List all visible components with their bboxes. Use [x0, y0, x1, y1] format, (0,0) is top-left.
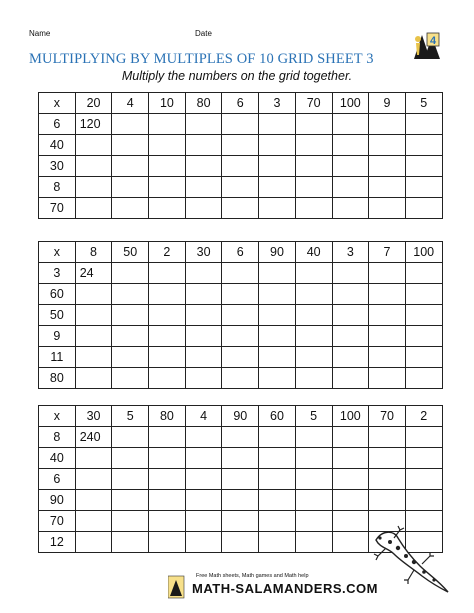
row-multiplier: 8 — [39, 177, 76, 198]
answer-cell[interactable] — [405, 135, 442, 156]
page-title: MULTIPLYING BY MULTIPLES OF 10 GRID SHEET 3 — [29, 51, 374, 67]
answer-cell[interactable] — [149, 532, 186, 553]
answer-cell[interactable] — [369, 469, 406, 490]
answer-cell[interactable] — [259, 198, 296, 219]
name-label: Name — [29, 29, 51, 38]
answer-cell[interactable] — [369, 347, 406, 368]
answer-cell[interactable] — [369, 490, 406, 511]
column-multiplier: 80 — [185, 93, 222, 114]
answer-cell[interactable] — [222, 532, 259, 553]
column-multiplier: 90 — [259, 242, 296, 263]
answer-cell[interactable] — [259, 284, 296, 305]
column-multiplier: 70 — [369, 406, 406, 427]
column-multiplier: 20 — [75, 93, 112, 114]
answer-cell[interactable] — [149, 490, 186, 511]
answer-cell[interactable] — [112, 469, 149, 490]
column-multiplier: 30 — [185, 242, 222, 263]
column-multiplier: 100 — [332, 406, 369, 427]
column-multiplier: 80 — [149, 406, 186, 427]
answer-cell[interactable] — [295, 135, 332, 156]
answer-cell[interactable] — [405, 263, 442, 284]
answer-cell[interactable] — [112, 156, 149, 177]
answer-cell[interactable] — [405, 469, 442, 490]
grid-row — [39, 114, 443, 135]
answer-cell[interactable] — [259, 177, 296, 198]
answer-cell[interactable] — [332, 469, 369, 490]
answer-cell[interactable] — [405, 490, 442, 511]
answer-cell[interactable] — [369, 156, 406, 177]
example-answer-cell[interactable]: 24 — [75, 263, 112, 284]
answer-cell[interactable] — [369, 284, 406, 305]
answer-cell[interactable] — [369, 448, 406, 469]
answer-cell[interactable] — [222, 305, 259, 326]
answer-cell[interactable] — [75, 177, 112, 198]
answer-cell[interactable] — [222, 347, 259, 368]
grid-row — [39, 284, 443, 305]
answer-cell[interactable] — [185, 347, 222, 368]
answer-cell[interactable] — [112, 198, 149, 219]
answer-cell[interactable] — [369, 135, 406, 156]
answer-cell[interactable] — [405, 177, 442, 198]
answer-cell[interactable] — [369, 114, 406, 135]
answer-cell[interactable] — [295, 532, 332, 553]
column-multiplier: 5 — [112, 406, 149, 427]
footer-tagline: Free Math sheets, Math games and Math help — [196, 573, 309, 579]
answer-cell[interactable] — [185, 368, 222, 389]
answer-cell[interactable] — [75, 532, 112, 553]
answer-cell[interactable] — [185, 427, 222, 448]
row-multiplier: 6 — [39, 469, 76, 490]
answer-cell[interactable] — [112, 326, 149, 347]
answer-cell[interactable] — [405, 284, 442, 305]
answer-cell[interactable] — [185, 114, 222, 135]
column-multiplier: 2 — [149, 242, 186, 263]
answer-cell[interactable] — [149, 114, 186, 135]
answer-cell[interactable] — [222, 490, 259, 511]
column-multiplier: 100 — [405, 242, 442, 263]
answer-cell[interactable] — [405, 156, 442, 177]
answer-cell[interactable] — [222, 135, 259, 156]
example-answer-cell[interactable]: 120 — [75, 114, 112, 135]
column-multiplier: 40 — [295, 242, 332, 263]
answer-cell[interactable] — [332, 305, 369, 326]
answer-cell[interactable] — [259, 156, 296, 177]
answer-cell[interactable] — [332, 347, 369, 368]
answer-cell[interactable] — [75, 156, 112, 177]
row-multiplier: 40 — [39, 448, 76, 469]
answer-cell[interactable] — [259, 490, 296, 511]
answer-cell[interactable] — [185, 263, 222, 284]
grid-row — [39, 198, 443, 219]
answer-cell[interactable] — [112, 114, 149, 135]
answer-cell[interactable] — [259, 305, 296, 326]
answer-cell[interactable] — [259, 326, 296, 347]
row-multiplier: 80 — [39, 368, 76, 389]
answer-cell[interactable] — [112, 448, 149, 469]
answer-cell[interactable] — [295, 427, 332, 448]
column-multiplier: 50 — [112, 242, 149, 263]
answer-cell[interactable] — [185, 284, 222, 305]
answer-cell[interactable] — [222, 198, 259, 219]
answer-cell[interactable] — [405, 114, 442, 135]
answer-cell[interactable] — [259, 114, 296, 135]
answer-cell[interactable] — [295, 511, 332, 532]
column-multiplier: 3 — [332, 242, 369, 263]
answer-cell[interactable] — [332, 448, 369, 469]
answer-cell[interactable] — [149, 448, 186, 469]
footer-site: MATH-SALAMANDERS.COM — [192, 581, 378, 596]
answer-cell[interactable] — [295, 347, 332, 368]
answer-cell[interactable] — [332, 427, 369, 448]
answer-cell[interactable] — [185, 135, 222, 156]
answer-cell[interactable] — [332, 532, 369, 553]
column-multiplier: 9 — [369, 93, 406, 114]
multiplication-grid-1 — [38, 92, 443, 219]
answer-cell[interactable] — [295, 326, 332, 347]
column-multiplier: 6 — [222, 93, 259, 114]
answer-cell[interactable] — [369, 263, 406, 284]
column-multiplier: 4 — [112, 93, 149, 114]
grid-header-row — [39, 242, 443, 263]
answer-cell[interactable] — [222, 427, 259, 448]
row-multiplier: 8 — [39, 427, 76, 448]
answer-cell[interactable] — [149, 326, 186, 347]
example-answer-cell[interactable]: 240 — [75, 427, 112, 448]
answer-cell[interactable] — [259, 135, 296, 156]
grid-row — [39, 490, 443, 511]
instructions: Multiply the numbers on the grid together. — [121, 69, 353, 83]
row-multiplier: 60 — [39, 284, 76, 305]
answer-cell[interactable] — [332, 326, 369, 347]
answer-cell[interactable] — [295, 177, 332, 198]
answer-cell[interactable] — [149, 284, 186, 305]
answer-cell[interactable] — [75, 305, 112, 326]
grid-row — [39, 177, 443, 198]
answer-cell[interactable] — [75, 198, 112, 219]
grid-header-row — [39, 93, 443, 114]
answer-cell[interactable] — [295, 156, 332, 177]
column-multiplier: 7 — [369, 242, 406, 263]
answer-cell[interactable] — [405, 198, 442, 219]
answer-cell[interactable] — [369, 177, 406, 198]
answer-cell[interactable] — [112, 427, 149, 448]
answer-cell[interactable] — [112, 135, 149, 156]
row-multiplier: 70 — [39, 511, 76, 532]
grid-corner-x: x — [39, 242, 76, 263]
grid-row — [39, 326, 443, 347]
answer-cell[interactable] — [332, 511, 369, 532]
answer-cell[interactable] — [75, 368, 112, 389]
answer-cell[interactable] — [405, 326, 442, 347]
answer-cell[interactable] — [295, 198, 332, 219]
answer-cell[interactable] — [185, 156, 222, 177]
answer-cell[interactable] — [222, 156, 259, 177]
grid-row — [39, 469, 443, 490]
answer-cell[interactable] — [332, 263, 369, 284]
answer-cell[interactable] — [405, 368, 442, 389]
answer-cell[interactable] — [185, 448, 222, 469]
salamander-icon — [368, 522, 454, 600]
answer-cell[interactable] — [185, 469, 222, 490]
answer-cell[interactable] — [222, 511, 259, 532]
answer-cell[interactable] — [185, 511, 222, 532]
answer-cell[interactable] — [332, 156, 369, 177]
answer-cell[interactable] — [149, 177, 186, 198]
row-multiplier: 12 — [39, 532, 76, 553]
answer-cell[interactable] — [112, 511, 149, 532]
grid-row — [39, 305, 443, 326]
column-multiplier: 90 — [222, 406, 259, 427]
answer-cell[interactable] — [75, 469, 112, 490]
answer-cell[interactable] — [149, 427, 186, 448]
answer-cell[interactable] — [259, 368, 296, 389]
answer-cell[interactable] — [222, 114, 259, 135]
answer-cell[interactable] — [405, 347, 442, 368]
row-multiplier: 90 — [39, 490, 76, 511]
answer-cell[interactable] — [112, 263, 149, 284]
answer-cell[interactable] — [405, 427, 442, 448]
answer-cell[interactable] — [149, 305, 186, 326]
column-multiplier: 2 — [405, 406, 442, 427]
column-multiplier: 4 — [185, 406, 222, 427]
answer-cell[interactable] — [185, 305, 222, 326]
grid-corner-x: x — [39, 406, 76, 427]
answer-cell[interactable] — [222, 448, 259, 469]
grid-row — [39, 263, 443, 284]
answer-cell[interactable] — [149, 198, 186, 219]
answer-cell[interactable] — [149, 511, 186, 532]
answer-cell[interactable] — [222, 284, 259, 305]
answer-cell[interactable] — [222, 326, 259, 347]
answer-cell[interactable] — [222, 263, 259, 284]
column-multiplier: 6 — [222, 242, 259, 263]
answer-cell[interactable] — [259, 427, 296, 448]
grid-row — [39, 135, 443, 156]
answer-cell[interactable] — [332, 198, 369, 219]
answer-cell[interactable] — [149, 135, 186, 156]
answer-cell[interactable] — [75, 511, 112, 532]
answer-cell[interactable] — [149, 469, 186, 490]
answer-cell[interactable] — [295, 263, 332, 284]
column-multiplier: 5 — [405, 93, 442, 114]
salamander-logo-icon — [410, 29, 444, 63]
answer-cell[interactable] — [295, 284, 332, 305]
grid-row — [39, 347, 443, 368]
column-multiplier: 3 — [259, 93, 296, 114]
answer-cell[interactable] — [259, 263, 296, 284]
answer-cell[interactable] — [295, 368, 332, 389]
answer-cell[interactable] — [149, 368, 186, 389]
answer-cell[interactable] — [332, 284, 369, 305]
answer-cell[interactable] — [295, 305, 332, 326]
logo-badge-digit: 4 — [429, 35, 437, 47]
answer-cell[interactable] — [185, 326, 222, 347]
answer-cell[interactable] — [149, 156, 186, 177]
row-multiplier: 6 — [39, 114, 76, 135]
row-multiplier: 50 — [39, 305, 76, 326]
row-multiplier: 40 — [39, 135, 76, 156]
answer-cell[interactable] — [295, 490, 332, 511]
answer-cell[interactable] — [369, 427, 406, 448]
answer-cell[interactable] — [149, 263, 186, 284]
column-multiplier: 30 — [75, 406, 112, 427]
answer-cell[interactable] — [112, 284, 149, 305]
answer-cell[interactable] — [75, 135, 112, 156]
grid-header-row — [39, 406, 443, 427]
answer-cell[interactable] — [75, 347, 112, 368]
grid-corner-x: x — [39, 93, 76, 114]
answer-cell[interactable] — [259, 347, 296, 368]
answer-cell[interactable] — [149, 347, 186, 368]
answer-cell[interactable] — [222, 177, 259, 198]
answer-cell[interactable] — [332, 135, 369, 156]
answer-cell[interactable] — [112, 305, 149, 326]
grid-row — [39, 156, 443, 177]
column-multiplier: 100 — [332, 93, 369, 114]
answer-cell[interactable] — [185, 490, 222, 511]
answer-cell[interactable] — [369, 198, 406, 219]
grid-row — [39, 368, 443, 389]
answer-cell[interactable] — [332, 490, 369, 511]
answer-cell[interactable] — [295, 114, 332, 135]
answer-cell[interactable] — [112, 532, 149, 553]
column-multiplier: 70 — [295, 93, 332, 114]
answer-cell[interactable] — [369, 326, 406, 347]
answer-cell[interactable] — [295, 469, 332, 490]
row-multiplier: 11 — [39, 347, 76, 368]
answer-cell[interactable] — [222, 469, 259, 490]
multiplication-grid-2 — [38, 241, 443, 389]
answer-cell[interactable] — [75, 490, 112, 511]
answer-cell[interactable] — [185, 177, 222, 198]
answer-cell[interactable] — [259, 469, 296, 490]
answer-cell[interactable] — [332, 177, 369, 198]
answer-cell[interactable] — [185, 198, 222, 219]
column-multiplier: 60 — [259, 406, 296, 427]
answer-cell[interactable] — [259, 532, 296, 553]
answer-cell[interactable] — [405, 448, 442, 469]
column-multiplier: 8 — [75, 242, 112, 263]
answer-cell[interactable] — [112, 368, 149, 389]
row-multiplier: 70 — [39, 198, 76, 219]
answer-cell[interactable] — [112, 177, 149, 198]
answer-cell[interactable] — [405, 305, 442, 326]
grid-row — [39, 427, 443, 448]
answer-cell[interactable] — [75, 448, 112, 469]
answer-cell[interactable] — [332, 114, 369, 135]
answer-cell[interactable] — [75, 284, 112, 305]
date-label: Date — [195, 29, 212, 38]
answer-cell[interactable] — [369, 305, 406, 326]
row-multiplier: 3 — [39, 263, 76, 284]
answer-cell[interactable] — [75, 326, 112, 347]
column-multiplier: 5 — [295, 406, 332, 427]
grid-row — [39, 448, 443, 469]
answer-cell[interactable] — [185, 532, 222, 553]
answer-cell[interactable] — [259, 511, 296, 532]
row-multiplier: 30 — [39, 156, 76, 177]
answer-cell[interactable] — [222, 368, 259, 389]
row-multiplier: 9 — [39, 326, 76, 347]
answer-cell[interactable] — [295, 448, 332, 469]
answer-cell[interactable] — [369, 368, 406, 389]
answer-cell[interactable] — [259, 448, 296, 469]
answer-cell[interactable] — [112, 490, 149, 511]
answer-cell[interactable] — [332, 368, 369, 389]
column-multiplier: 10 — [149, 93, 186, 114]
answer-cell[interactable] — [112, 347, 149, 368]
